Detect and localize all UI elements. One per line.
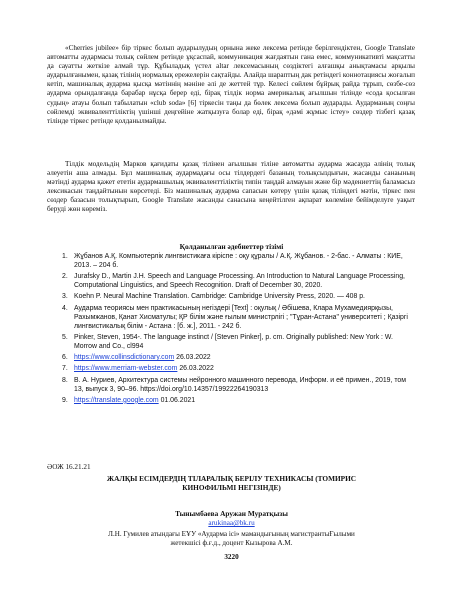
reference-link[interactable]: https://www.merriam-webster.com xyxy=(74,365,178,373)
reference-item: 3. Koehn P. Neural Machine Translation. Cambridge: Cambridge University Press, 2020. — 408 p. xyxy=(62,293,365,301)
references-list xyxy=(62,253,412,408)
body-paragraph-1: «Cherries jubilee» бір тіркес болып аударылудың орнына жеке лексема ретінде берілгендіктен, Google Translate автоматты аудармасы толық сөйлем ретінде ұқсаспай, коммуникация жағдаятын гана емес, коммуникативті мақсатты да сауатты жеткізе алмай тұр. Құбыладық үстел аltar лексемасының сөздіктегі алғашқы анықтамасы арқылы аударылғанымен, қазақ тілінің нормалық ережелерін сақтайды. Алайда шараптың дак ретіндегі коннотациясы жоғалып кетіп, машиналық аударма қысқа мәтіннің мәніне әлі де жеттей тұр. Келесі сөйлем бұйрық райда тұрып, сөзбе-сөз аударма орындалғанда барабар нұсқа берер еді, бірақ тілдік норма америкалық ағылшын тілінде «сода қосылған судың» атауы болып табылатын «club soda» [6] тіркесін таңы да бөлек лексема болып аударады. Аударманың соңғы сөйлемді эквиваленттіліктің үшінші деңгейіне жатқызуға болар еді, бірақ «дәмі жұмыс істеу» сөздер тізбегі қазақ тілінде тіркес ретінде қолданылмайды. xyxy=(47,44,415,125)
page-number: 3220 xyxy=(224,553,239,561)
reference-link[interactable]: https://www.collinsdictionary.com xyxy=(74,354,175,362)
author-email-link[interactable]: arukinaa@bk.ru xyxy=(208,519,255,527)
reference-link[interactable]: https://translate.google.com xyxy=(74,396,159,404)
reference-item: 1. Жұбанов А.Қ. Компьютерлік лингвистикаға кіріспе : оқу құралы / А.Қ. Жұбанов. - 2-бас. - Алматы : КИЕ, 2013. – 204 б. xyxy=(62,253,403,269)
author-email-wrap xyxy=(0,519,463,527)
article-title: ЖАЛҚЫ ЕСІМДЕРДІҢ ТІЛАРАЛЫҚ БЕРІЛУ ТЕХНИКАСЫ (ТОМИРИС КИНОФИЛЬМІ НЕГІЗІНДЕ) xyxy=(106,474,357,493)
udc-code: ӘОЖ 16.21.21 xyxy=(47,463,91,471)
reference-item: 4. Аударма теориясы мен практикасының негіздері [Text] : оқулық / Әбішева, Клара Мухамедиярқызы, Рахымжанов, Қанат Хисматулы; ҚР білім және ғылым министрлігі ; "Тұран-Астана" университеті ; Қазіргі лингвистикалық білім - Астана : [б. ж.], 2011. - 242 б. xyxy=(62,304,408,330)
reference-item: 8. В. А. Нуриев, Архитектура системы нейронного машинного перевода, Информ. и её примен., 2019, том 13, выпуск 3, 90–96. https://doi.org/10.14357/19922264190313 xyxy=(62,376,406,393)
reference-item: 6. https://www.collinsdictionary.com 26.03.2022 xyxy=(62,354,211,362)
reference-item: 5. Pinker, Steven, 1954-. The language instinct / [Steven Pinker], p. cm. Originally published: New York : W. Morrow and Co., cl994 xyxy=(62,333,393,350)
author-name: Тынымбаева Аружан Муратқызы xyxy=(175,509,288,518)
reference-item: 7. https://www.merriam-webster.com 26.03.2022 xyxy=(62,365,214,373)
reference-item: 2. Jurafsky D., Martin J.H. Speech and Language Processing. An Introduction to Natural Language Processing, Computational Linguistics, and Speech Recognition. Draft of December 30, 2020. xyxy=(62,273,405,290)
references-title: Қолданылған әдебиеттер тізімі xyxy=(179,242,284,251)
author-affiliation: Л.Н. Гумилев атындағы ЕҰУ «Аударма ісі» мамандығының магистрантыҒылыми жетекшісі ф.ғ.д., доцент Кызырова А.М. xyxy=(108,530,355,547)
reference-item: 9. https://translate.google.com 01.06.2021 xyxy=(62,396,196,404)
body-paragraph-2: Тілдік модельдің Марков қағидаты қазақ тілінен ағылшын тіліне автоматты аударма жасауда әлінің толық әлеуетін аша алмады. Бұл машиналық аудармадағы осы тілдердегі базаның толықсыздығын, жасанды санаының мәтінді аударма қажет ететін аудармашылық эквиваленттіліктің типін таңдай алмауын және бір мәдениеттің баламасыз лексикасын таңдайтынын көрсетеді. Біз машиналық аударма сапасын көтеру үшін қазақ тіліндегі мәтін, тіркес пен сөздер базасын толықтырып, Google Translate жасанды санасына кеңейтілген ақпарат көлеміне бейімделуге уақыт беруді жөн көреміз. xyxy=(47,160,415,214)
